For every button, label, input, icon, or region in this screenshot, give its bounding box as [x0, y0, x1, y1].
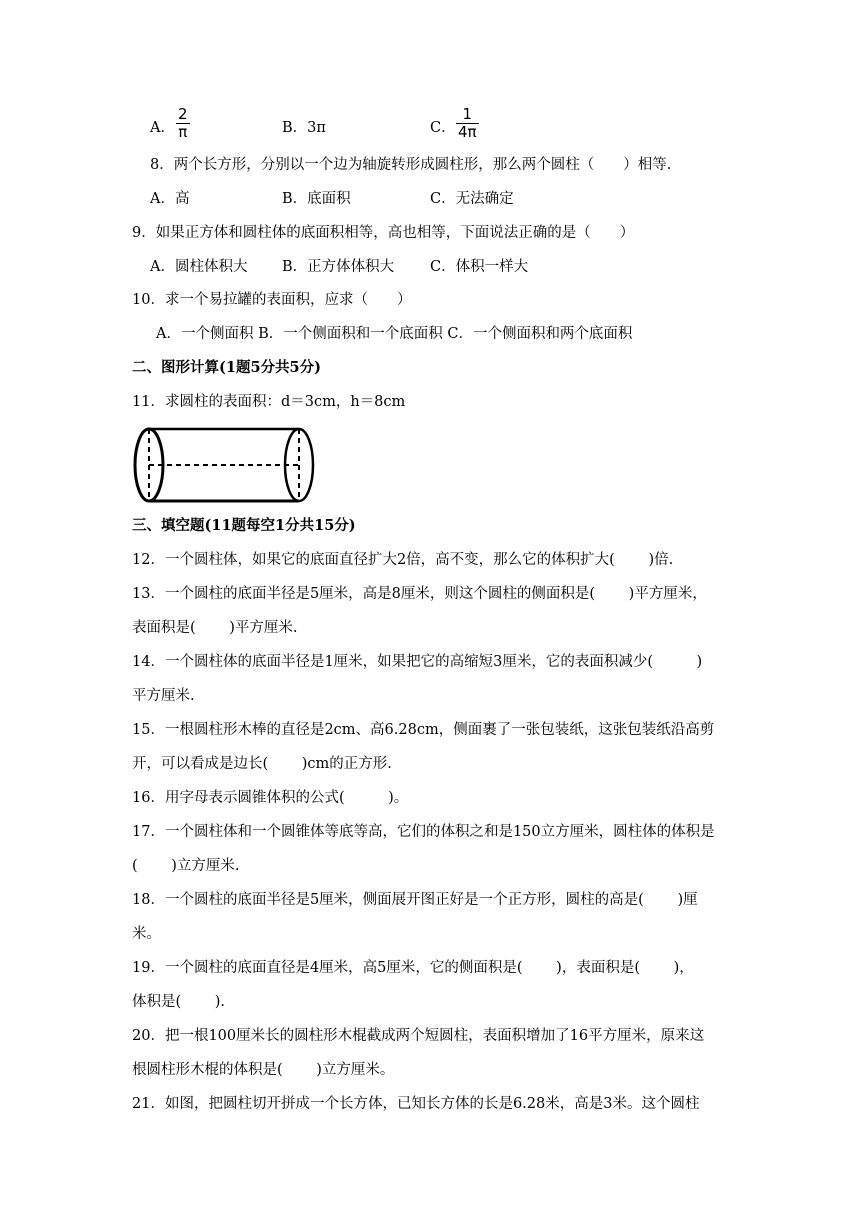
q7-option-a-numerator: 2	[178, 105, 188, 123]
q20-line-2: 根圆柱形木棍的体积是( )立方厘米。	[132, 1062, 395, 1078]
q18-line-2: 米。	[132, 926, 161, 942]
q13-line-2: 表面积是( )平方厘米.	[132, 620, 298, 636]
q9-option-a: A．圆柱体积大	[150, 259, 248, 275]
q14-line-1: 14．一个圆柱体的底面半径是1厘米，如果把它的高缩短3厘米，它的表面积减少( )	[132, 654, 703, 670]
q17-line-2: ( )立方厘米.	[132, 858, 240, 874]
q10-stem: 10．求一个易拉罐的表面积，应求（ ）	[132, 292, 412, 308]
q7-option-c-denominator: 4π	[458, 123, 477, 141]
q11-stem: 11．求圆柱的表面积：d＝3cm，h＝8cm	[132, 394, 406, 410]
q19-line-1: 19．一个圆柱的底面直径是4厘米，高5厘米，它的侧面积是( )，表面积是( )，	[132, 960, 694, 976]
q20-line-1: 20．把一根100厘米长的圆柱形木棍截成两个短圆柱，表面积增加了16平方厘米，原来这	[132, 1028, 705, 1044]
q7-option-b: B．3π	[282, 120, 326, 136]
q18-line-1: 18．一个圆柱的底面半径是5厘米，侧面展开图正好是一个正方形，圆柱的高是( )厘	[132, 892, 698, 908]
q9-option-b: B．正方体体积大	[282, 259, 395, 275]
cylinder-figure	[128, 425, 328, 505]
q7-option-a-label: A．	[150, 120, 175, 136]
q19-line-2: 体积是( ).	[132, 994, 226, 1010]
q9-option-c: C．体积一样大	[430, 259, 529, 275]
q12-line: 12．一个圆柱体，如果它的底面直径扩大2倍，高不变，那么它的体积扩大( )倍.	[132, 552, 674, 568]
q8-option-c: C．无法确定	[430, 191, 514, 207]
q13-line-1: 13．一个圆柱的底面半径是5厘米，高是8厘米，则这个圆柱的侧面积是( )平方厘米，	[132, 586, 707, 602]
q7-option-a-denominator: π	[178, 123, 188, 141]
q8-option-a: A．高	[150, 191, 190, 207]
q10-options: A．一个侧面积 B．一个侧面积和一个底面积 C．一个侧面积和两个底面积	[156, 326, 633, 342]
q8-stem: 8．两个长方形，分别以一个边为轴旋转形成圆柱形，那么两个圆柱（ ）相等.	[150, 157, 672, 173]
q7-option-c-label: C．	[430, 120, 456, 136]
q7-option-c-fraction	[456, 106, 479, 141]
q7-option-a-fraction	[176, 106, 190, 141]
q9-stem: 9．如果正方体和圆柱体的底面积相等，高也相等，下面说法正确的是（ ）	[132, 225, 635, 241]
q17-line-1: 17．一个圆柱体和一个圆锥体等底等高，它们的体积之和是150立方厘米，圆柱体的体积是	[132, 824, 715, 840]
q7-option-c-numerator: 1	[456, 106, 479, 124]
section-3-heading: 三、填空题(11题每空1分共15分)	[132, 517, 356, 534]
q14-line-2: 平方厘米.	[132, 688, 195, 704]
q16-line: 16．用字母表示圆锥体积的公式( )。	[132, 790, 409, 806]
q21-line-1: 21．如图，把圆柱切开拼成一个长方体，已知长方体的长是6.28米，高是3米。这个圆柱	[132, 1096, 700, 1112]
q15-line-2: 开，可以看成是边长( )cm的正方形.	[132, 756, 392, 772]
q8-option-b: B．底面积	[282, 191, 351, 207]
section-2-heading: 二、图形计算(1题5分共5分)	[132, 359, 321, 376]
q15-line-1: 15．一根圆柱形木棒的直径是2cm、高6.28cm，侧面裹了一张包装纸，这张包装纸沿高剪	[132, 722, 715, 738]
